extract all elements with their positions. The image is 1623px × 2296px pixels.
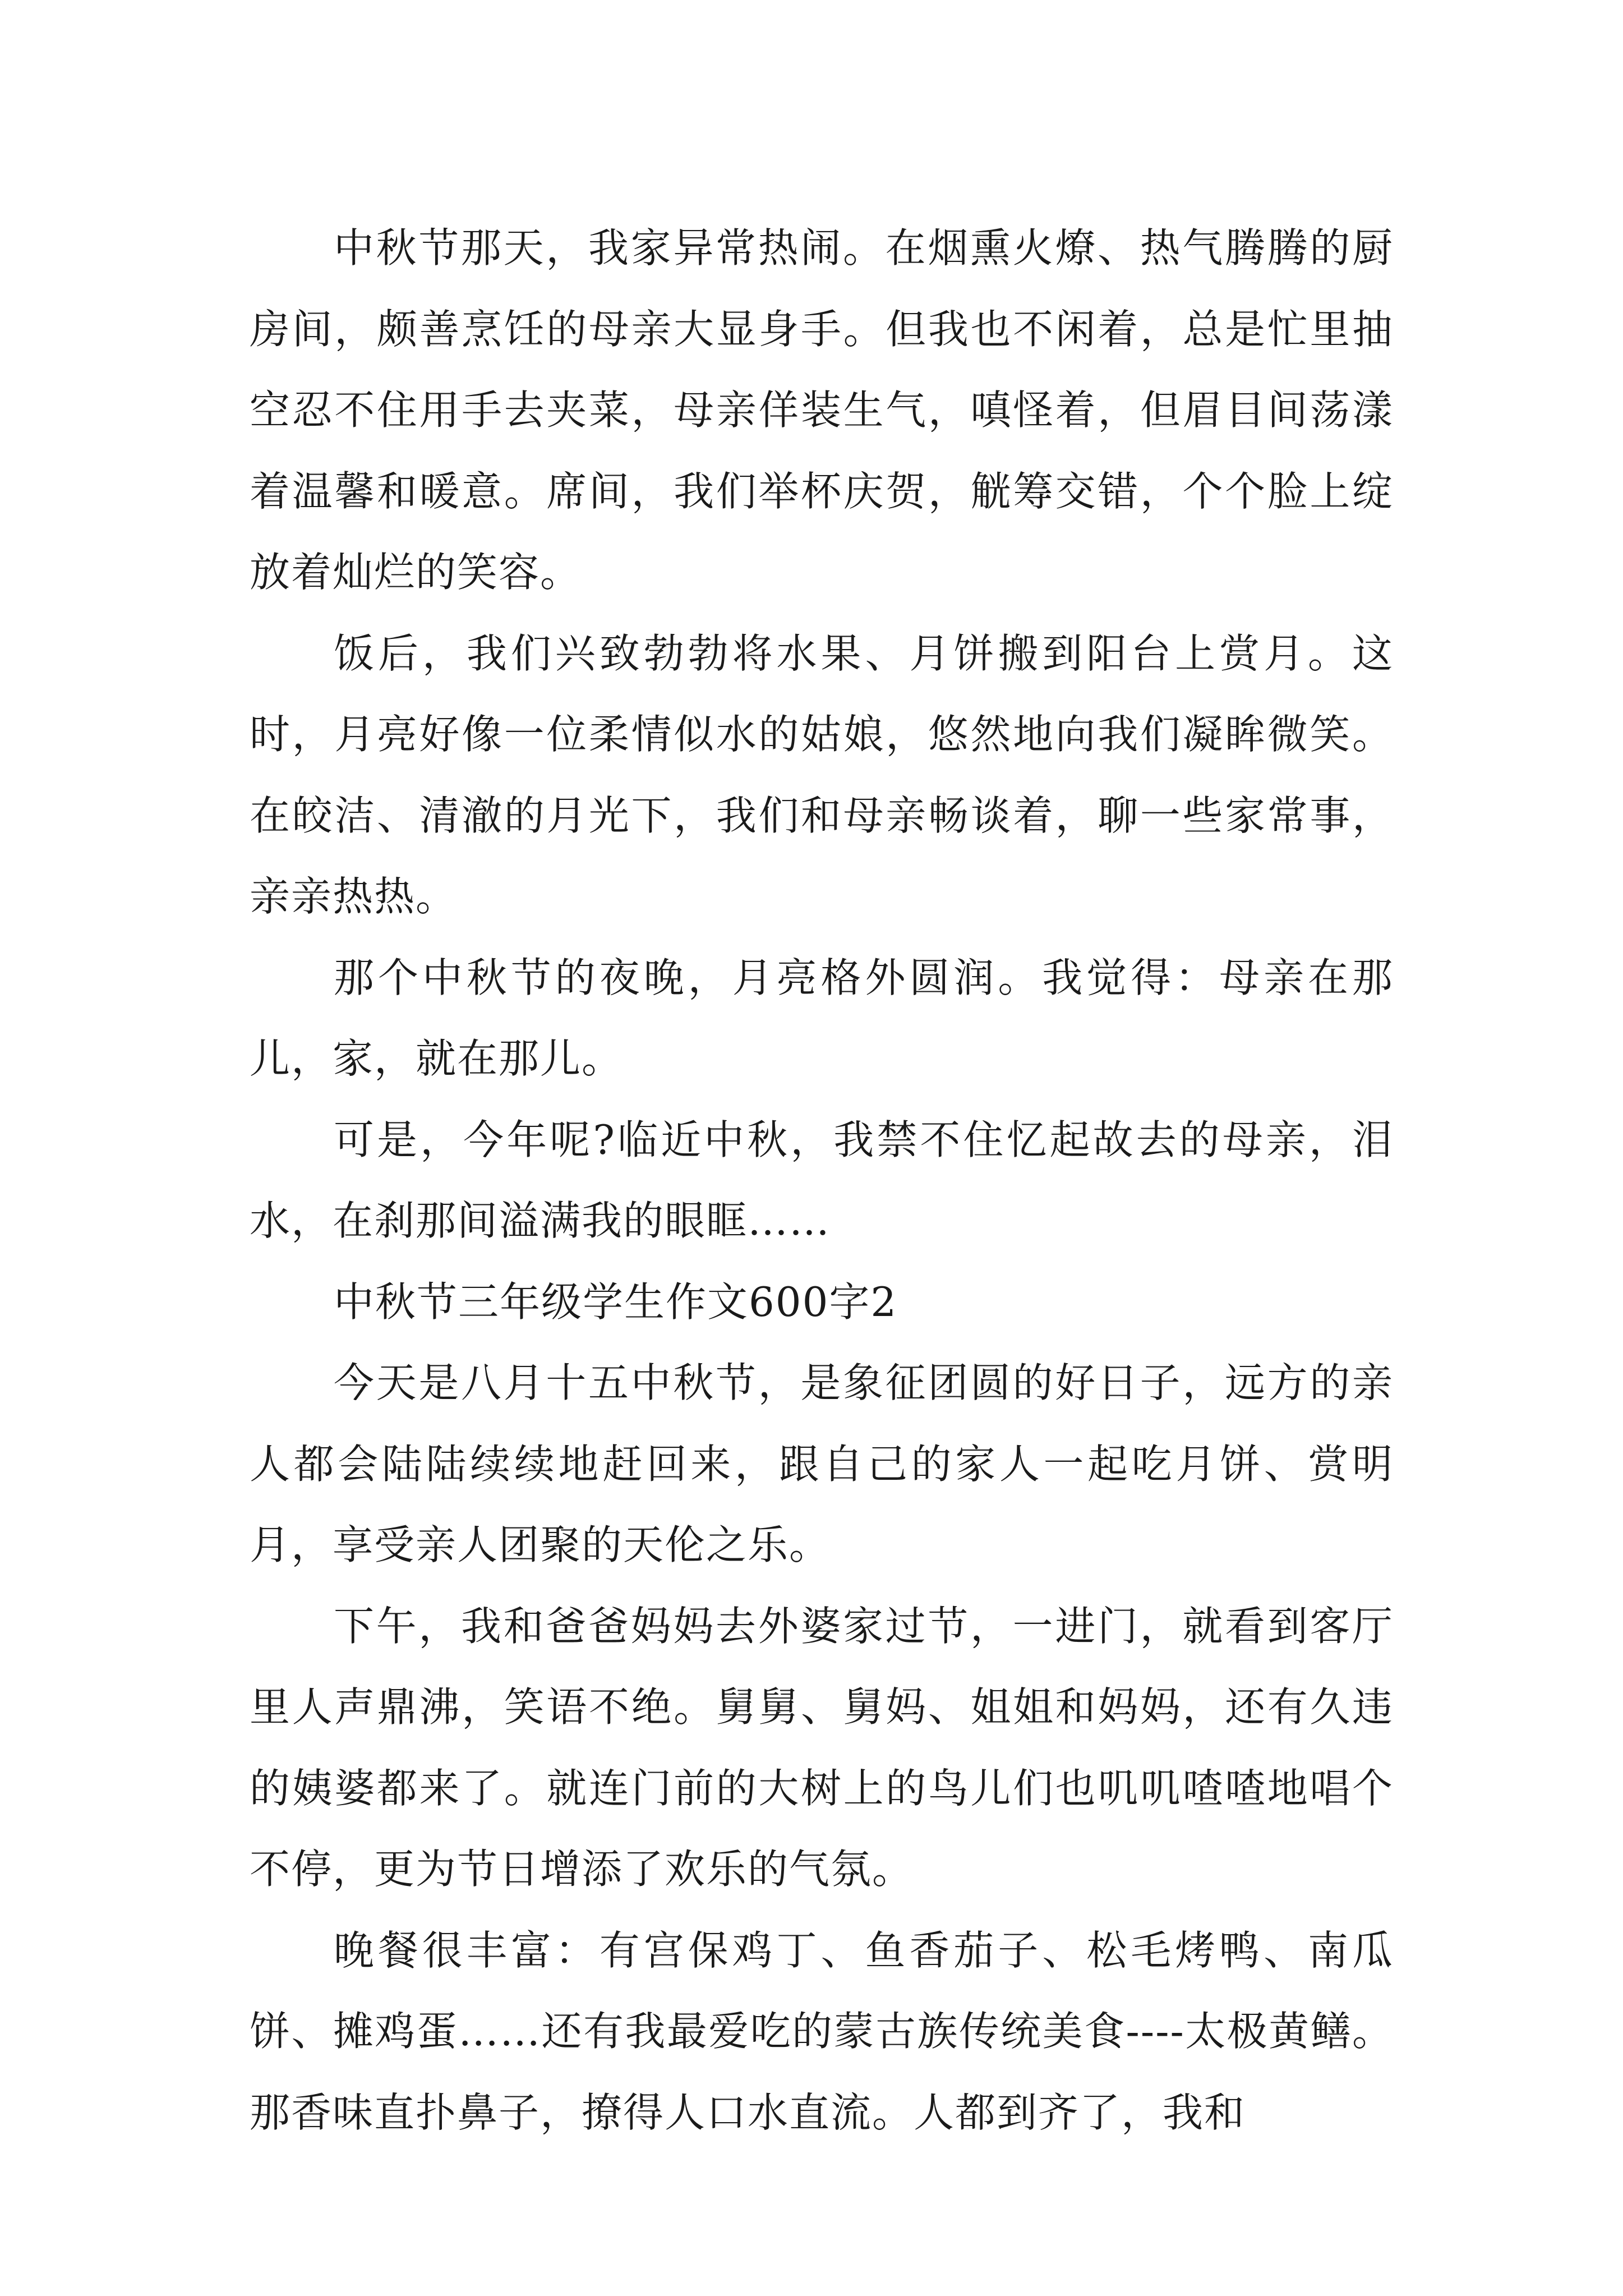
paragraph: 今天是八月十五中秋节，是象征团圆的好日子，远方的亲人都会陆陆续续地赶回来，跟自己的家人一起吃月饼、赏明月，享受亲人团聚的天伦之乐。 [250,1359,1394,1568]
essay-title: 中秋节三年级学生作文600字2 [334,1278,898,1326]
paragraph: 中秋节那天，我家异常热闹。在烟熏火燎、热气腾腾的厨房间，颇善烹饪的母亲大显身手。但我也不闲着，总是忙里抽空忍不住用手去夹菜，母亲佯装生气，嗔怪着，但眉目间荡漾着温馨和暖意。席间，我们举杯庆贺，觥筹交错，个个脸上绽放着灿烂的笑容。 [250,224,1394,596]
paragraph: 晚餐很丰富：有宫保鸡丁、鱼香茄子、松毛烤鸭、南瓜饼、摊鸡蛋……还有我最爱吃的蒙古族传统美食----太极黄鳝。那香味直扑鼻子，撩得人口水直流。人都到齐了，我和 [250,1926,1394,2136]
essay-body [250,208,1394,2153]
paragraph: 那个中秋节的夜晚，月亮格外圆润。我觉得：母亲在那儿，家，就在那儿。 [250,954,1394,1082]
paragraph: 饭后，我们兴致勃勃将水果、月饼搬到阳台上赏月。这时，月亮好像一位柔情似水的姑娘，悠然地向我们凝眸微笑。在皎洁、清澈的月光下，我们和母亲畅谈着，聊一些家常事，亲亲热热。 [250,629,1394,920]
paragraph: 可是，今年呢?临近中秋，我禁不住忆起故去的母亲，泪水，在刹那间溢满我的眼眶…… [250,1116,1394,1244]
paragraph: 下午，我和爸爸妈妈去外婆家过节，一进门，就看到客厅里人声鼎沸，笑语不绝。舅舅、舅妈、姐姐和妈妈，还有久违的姨婆都来了。就连门前的大树上的鸟儿们也叽叽喳喳地唱个不停，更为节日增添了欢乐的气氛。 [250,1602,1394,1893]
